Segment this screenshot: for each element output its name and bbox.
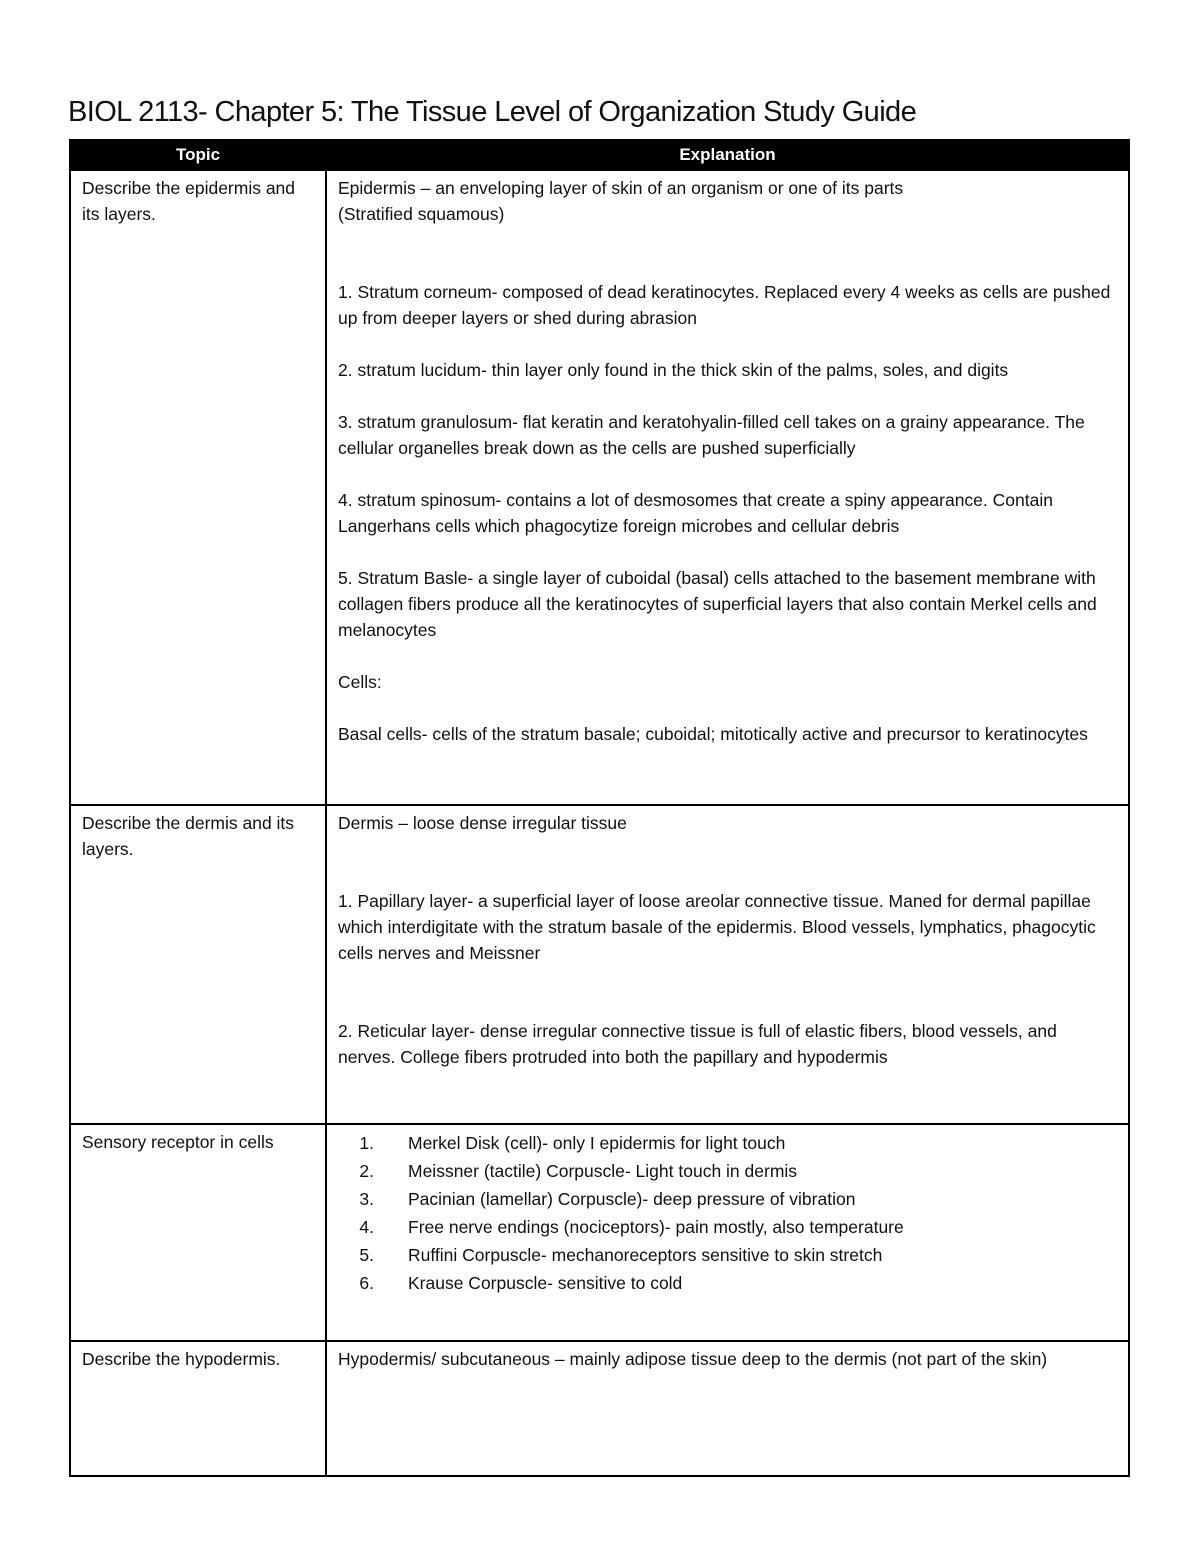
epidermis-layer-5: 5. Stratum Basle- a single layer of cuboidal (basal) cells attached to the basement membrane with collagen fibers produce all the keratinocytes of superficial layers that also contain Merkel cells and melanocytes (338, 568, 1097, 640)
explanation-cell (326, 170, 1129, 805)
header-topic: Topic (70, 140, 326, 170)
dermis-layer-2: 2. Reticular layer- dense irregular connective tissue is full of elastic fibers, blood vessels, and nerves. College fibers protruded into both the papillary and hypodermis (338, 1021, 1057, 1067)
epidermis-cells-heading: Cells: (338, 672, 382, 692)
topic-cell (70, 805, 326, 1124)
receptor-list (338, 1129, 1118, 1297)
dermis-layer-1: 1. Papillary layer- a superficial layer of loose areolar connective tissue. Maned for dermal papillae which interdigitate with the stratum basale of the epidermis. Blood vessels, lymphatics, phagocytic cells nerves and Meissner (338, 891, 1096, 963)
table-row-hypodermis (70, 1341, 1129, 1476)
epidermis-layer-3: 3. stratum granulosum- flat keratin and keratohyalin-filled cell takes on a grainy appearance. The cellular organelles break down as the cells are pushed superficially (338, 412, 1085, 458)
topic-sensory: Sensory receptor in cells (82, 1132, 274, 1152)
header-explanation: Explanation (326, 140, 1129, 170)
list-item: 5. Ruffini Corpuscle- mechanoreceptors sensitive to skin stretch (359, 1245, 883, 1265)
table-row-sensory (70, 1124, 1129, 1341)
explanation-cell (326, 805, 1129, 1124)
epidermis-layer-4: 4. stratum spinosum- contains a lot of desmosomes that create a spiny appearance. Contain Langerhans cells which phagocytize foreign microbes and cellular debris (338, 490, 1053, 536)
topic-cell (70, 1341, 326, 1476)
hypodermis-text: Hypodermis/ subcutaneous – mainly adipose tissue deep to the dermis (not part of the skin) (338, 1349, 1048, 1369)
table-header-row (70, 140, 1129, 170)
epidermis-layer-2: 2. stratum lucidum- thin layer only found in the thick skin of the palms, soles, and digits (338, 360, 1009, 380)
topic-cell (70, 1124, 326, 1341)
epidermis-cells-text: Basal cells- cells of the stratum basale; cuboidal; mitotically active and precursor to keratinocytes (338, 724, 1088, 744)
list-item: 1. Merkel Disk (cell)- only I epidermis for light touch (359, 1133, 786, 1153)
table-row-dermis (70, 805, 1129, 1124)
epidermis-intro: Epidermis – an enveloping layer of skin of an organism or one of its parts (338, 178, 904, 198)
table-row-epidermis (70, 170, 1129, 805)
list-item: 4. Free nerve endings (nociceptors)- pain mostly, also temperature (359, 1217, 904, 1237)
dermis-intro: Dermis – loose dense irregular tissue (338, 813, 627, 833)
list-item: 3. Pacinian (lamellar) Corpuscle)- deep pressure of vibration (359, 1189, 856, 1209)
topic-epidermis: Describe the epidermis and its layers. (82, 178, 296, 224)
topic-dermis: Describe the dermis and its layers. (82, 813, 295, 859)
list-item: 2. Meissner (tactile) Corpuscle- Light touch in dermis (359, 1161, 798, 1181)
list-item: 6. Krause Corpuscle- sensitive to cold (359, 1273, 683, 1293)
topic-cell (70, 170, 326, 805)
topic-hypodermis: Describe the hypodermis. (82, 1349, 281, 1369)
epidermis-layer-1: 1. Stratum corneum- composed of dead keratinocytes. Replaced every 4 weeks as cells are pushed up from deeper layers or shed during abrasion (338, 282, 1111, 328)
epidermis-intro-sub: (Stratified squamous) (338, 204, 505, 224)
page-title: BIOL 2113- Chapter 5: The Tissue Level of Organization Study Guide (68, 96, 917, 128)
explanation-cell (326, 1341, 1129, 1476)
explanation-cell (326, 1124, 1129, 1341)
study-guide-table (69, 139, 1130, 1477)
